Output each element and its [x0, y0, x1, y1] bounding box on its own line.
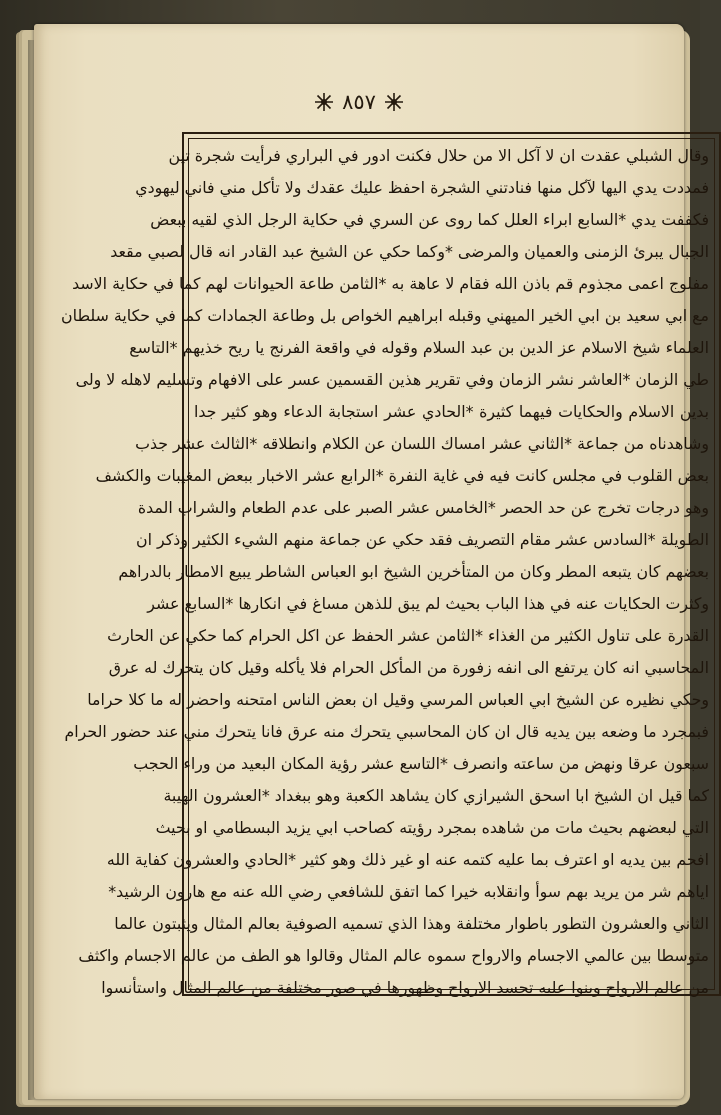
text-line: المحاسبي انه كان يرتفع الى انفه زفورة من المأكل الحرام فلا يأكله وقيل كان يتحرك له عرق — [108, 658, 709, 677]
text-line: من عالم الارواح وبنوا عليه تجسد الارواح وظهورها في صور مختلفة من عالم المثال واستأنسوا — [101, 978, 709, 997]
text-line: وشاهدناه من جماعة *الثاني عشر امساك اللسان عن الكلام وانطلاقه *الثالث عشر جذب — [135, 434, 709, 453]
text-frame — [61, 132, 721, 997]
page-number: ٨٥٧ — [342, 90, 376, 114]
text-line: بعض القلوب في مجلس كانت فيه في غاية النفرة *الرابع عشر الاخبار ببعض المغيبات والكشف — [95, 466, 709, 485]
text-line: وهو درجات تخرج عن حد الحصر *الخامس عشر الصبر على عدم الطعام والشراب المدة — [137, 498, 709, 517]
text-line: الجبال يبرئ الزمنى والعميان والمرضى *وكما حكي عن الشيخ عبد القادر انه قال لصبي مقعد — [110, 242, 709, 261]
text-line: متوسطا بين عالمي الاجسام والارواح سموه عالم المثال وقالوا هو الطف من عالم الاجسام واكثف — [78, 946, 709, 965]
text-line: مع ابي سعيد بن ابي الخير الميهني وقبله ابراهيم الخواص بل وطاعة الجمادات كما في حكاية سلطان — [61, 306, 709, 325]
text-line: الثاني والعشرون التطور باطوار مختلفة وهذا الذي تسميه الصوفية بعالم المثال ويثبتون عالما — [114, 914, 709, 933]
text-line: سبعون عرقا ونهض من ساعته وانصرف *التاسع عشر رؤية المكان البعيد من وراء الحجب — [133, 754, 709, 773]
text-line: بعضهم كان يتبعه المطر وكان من المتأخرين الشيخ ابو العباس الشاطر يبيع الامطار بالدراهم — [118, 562, 709, 581]
text-line: التي لبعضهم بحيث مات من شاهده بمجرد رؤيته كصاحب ابي يزيد البسطامي او بحيث — [155, 818, 709, 837]
page-header — [34, 82, 684, 122]
text-line: وحكي نظيره عن الشيخ ابي العباس المرسي وقيل ان بعض الناس امتحنه واحضر له ما كلا حراما — [87, 690, 709, 709]
text-line: فمددت يدي اليها لآكل منها فنادتني الشجرة احفظ عليك عقدك ولا تأكل مني فاني ليهودي — [135, 178, 709, 197]
text-line: طي الزمان *العاشر نشر الزمان وفي تقرير هذين القسمين عسر على الافهام وتسليم لاهله لا ولى — [75, 370, 709, 389]
text-line: وكثرت الحكايات عنه في هذا الباب بحيث لم يبق للذهن مساغ في انكارها *السابع عشر — [147, 594, 709, 613]
flower-ornament-icon — [384, 92, 404, 112]
text-line: مفلوج اعمى مجذوم قم باذن الله فقام لا عاهة به *الثامن طاعة الحيوانات لهم كما في حكاية الاسد — [72, 274, 709, 293]
text-line: فكففت يدي *السابع ابراء العلل كما روى عن السري في حكاية الرجل الذي لقيه ببعض — [150, 210, 709, 229]
text-line: الطويلة *السادس عشر مقام التصريف فقد حكي عن جماعة منهم الشيء الكثير وذكر ان — [136, 530, 709, 549]
text-line: اياهم شر من يريد بهم سوأ وانقلابه خيرا كما اتفق للشافعي رضي الله عنه مع هارون الرشيد* — [108, 882, 709, 901]
text-line: العلماء شيخ الاسلام عز الدين بن عبد السلام وقوله في واقعة الفرنج يا ريح خذيهم *التاسع — [129, 338, 709, 357]
text-line: افحم بين يديه او اعترف بما عليه كتمه عنه او غير ذلك وهو كثير *الحادي والعشرون كفاية الله — [106, 850, 709, 869]
text-line: بدين الاسلام والحكايات فيهما كثيرة *الحادي عشر استجابة الدعاء وهو كثير جدا — [194, 402, 709, 421]
text-line: كما قيل ان الشيخ ابا اسحق الشيرازي كان يشاهد الكعبة وهو ببغداد *العشرون الهيبة — [163, 786, 709, 805]
text-line: وقال الشبلي عقدت ان لا آكل الا من حلال فكنت ادور في البراري فرأيت شجرة تين — [168, 146, 709, 165]
flower-ornament-icon — [314, 92, 334, 112]
book-page — [34, 24, 709, 1099]
text-line: القدرة على تناول الكثير من الغذاء *الثامن عشر الحفظ عن اكل الحرام كما حكي عن الحارث — [107, 626, 709, 645]
body-text — [61, 140, 709, 997]
text-line: فبمجرد ما وضعه بين يديه قال ان كان المحاسبي يتحرك منه عرق فانا يتحرك مني عند حضور الحرام — [64, 722, 709, 741]
